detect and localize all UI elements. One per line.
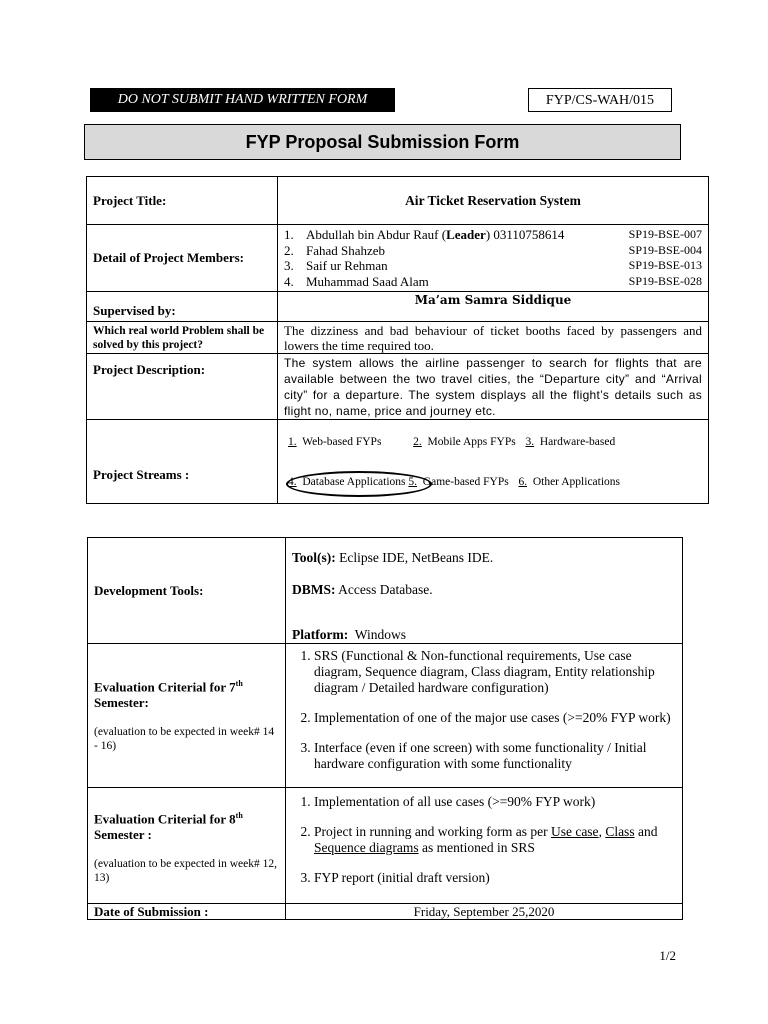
supervisor-name: Ma’am Samra Siddique xyxy=(278,292,709,322)
evaluation-table xyxy=(87,537,683,920)
dev-tools-label: Development Tools: xyxy=(88,538,286,644)
stream-item-selected: 4. Database Applications xyxy=(288,475,406,488)
member-row xyxy=(284,243,702,259)
eval7-row xyxy=(88,644,683,788)
eval8-label-cell xyxy=(88,788,286,904)
stream-item: 3. Hardware-based xyxy=(525,435,616,448)
description-label: Project Description: xyxy=(87,354,278,420)
stream-item: 2. Mobile Apps FYPs xyxy=(413,435,516,448)
problem-label: Which real world Problem shall be solved by this project? xyxy=(87,322,278,354)
eval8-note: (evaluation to be expected in week# 12, 13) xyxy=(94,858,277,885)
dev-tools-row xyxy=(88,538,683,644)
form-title: FYP Proposal Submission Form xyxy=(84,124,681,160)
selected-stream-circle xyxy=(286,471,432,497)
project-title-label: Project Title: xyxy=(87,177,278,225)
member-id: SP19-BSE-007 xyxy=(628,227,702,241)
stream-item: 5. Game-based FYPs xyxy=(408,475,509,488)
handwritten-warning-banner: DO NOT SUBMIT HAND WRITTEN FORM xyxy=(90,88,395,112)
eval7-label-cell xyxy=(88,644,286,788)
platform-line: Platform: Windows xyxy=(292,627,406,642)
eval7-label: Evaluation Criterial for 7th Semester: xyxy=(94,679,243,711)
member-name: 3. Saif ur Rehman xyxy=(284,258,388,273)
eval7-item: 2. Implementation of one of the major use cases (>=20% FYP work) xyxy=(314,710,676,726)
member-name: 2. Fahad Shahzeb xyxy=(284,242,386,258)
member-name: 4. Muhammad Saad Alam xyxy=(284,273,429,289)
member-row xyxy=(284,274,702,290)
member-row xyxy=(284,227,702,243)
eval8-label: Evaluation Criterial for 8th Semester : xyxy=(94,811,243,843)
streams-line-1 xyxy=(288,433,702,451)
dev-tools-cell xyxy=(286,538,683,644)
dbms-line: DBMS: Access Database. xyxy=(292,582,433,597)
eval7-note: (evaluation to be expected in week# 14 - 16) xyxy=(94,726,275,753)
project-title-row xyxy=(87,177,709,225)
eval7-item: 3. Interface (even if one screen) with some functionality / Initial hardware configuration with some functionality xyxy=(314,740,676,772)
supervised-label: Supervised by: xyxy=(87,292,278,322)
description-value: The system allows the airline passenger to search for flights that are available between the two travel cities, the “Departure city” and “Arrival city” for a departure. The system displays all the flight’s details such as flight no, name, price and journey etc. xyxy=(278,354,709,420)
eval7-item: 1. SRS (Functional & Non-functional requirements, Use case diagram, Sequence diagram, Class diagram, Entity relationship diagram / Detailed hardware configuration) xyxy=(314,648,676,696)
members-label: Detail of Project Members: xyxy=(87,225,278,292)
eval7-items-cell xyxy=(286,644,683,788)
eval8-item: 3. FYP report (initial draft version) xyxy=(314,870,676,886)
eval8-row xyxy=(88,788,683,904)
description-row xyxy=(87,354,709,420)
member-list xyxy=(284,227,702,289)
member-row xyxy=(284,258,702,274)
supervisor-row xyxy=(87,292,709,322)
project-title-value: Air Ticket Reservation System xyxy=(278,177,709,225)
member-id: SP19-BSE-004 xyxy=(628,242,702,257)
eval8-item: 2. Project in running and working form as per Use case, Class and Sequence diagrams as mentioned in SRS xyxy=(314,824,676,856)
members-row xyxy=(87,225,709,292)
page-number: 1/2 xyxy=(659,948,676,963)
form-code: FYP/CS-WAH/015 xyxy=(528,88,672,112)
eval8-item: 1. Implementation of all use cases (>=90% FYP work) xyxy=(314,794,676,810)
problem-value: The dizziness and bad behaviour of ticket booths faced by passengers and lowers the time required too. xyxy=(278,322,709,354)
member-id: SP19-BSE-013 xyxy=(628,258,702,272)
tools-line: Tool(s): Eclipse IDE, NetBeans IDE. xyxy=(292,550,494,565)
stream-item: 6. Other Applications xyxy=(518,475,621,488)
date-row xyxy=(88,904,683,920)
date-value: Friday, September 25,2020 xyxy=(286,904,683,920)
proposal-details-table xyxy=(86,176,709,504)
problem-row xyxy=(87,322,709,354)
eval8-items-cell xyxy=(286,788,683,904)
eval8-list xyxy=(292,794,676,886)
member-name: 1. Abdullah bin Abdur Rauf (Leader) 03110758614 xyxy=(284,227,565,242)
streams-label: Project Streams : xyxy=(87,420,278,504)
eval7-list xyxy=(292,648,676,772)
member-id: SP19-BSE-028 xyxy=(628,273,702,288)
date-label: Date of Submission : xyxy=(88,904,286,920)
stream-item: 1. Web-based FYPs xyxy=(288,435,382,448)
members-cell xyxy=(278,225,709,292)
